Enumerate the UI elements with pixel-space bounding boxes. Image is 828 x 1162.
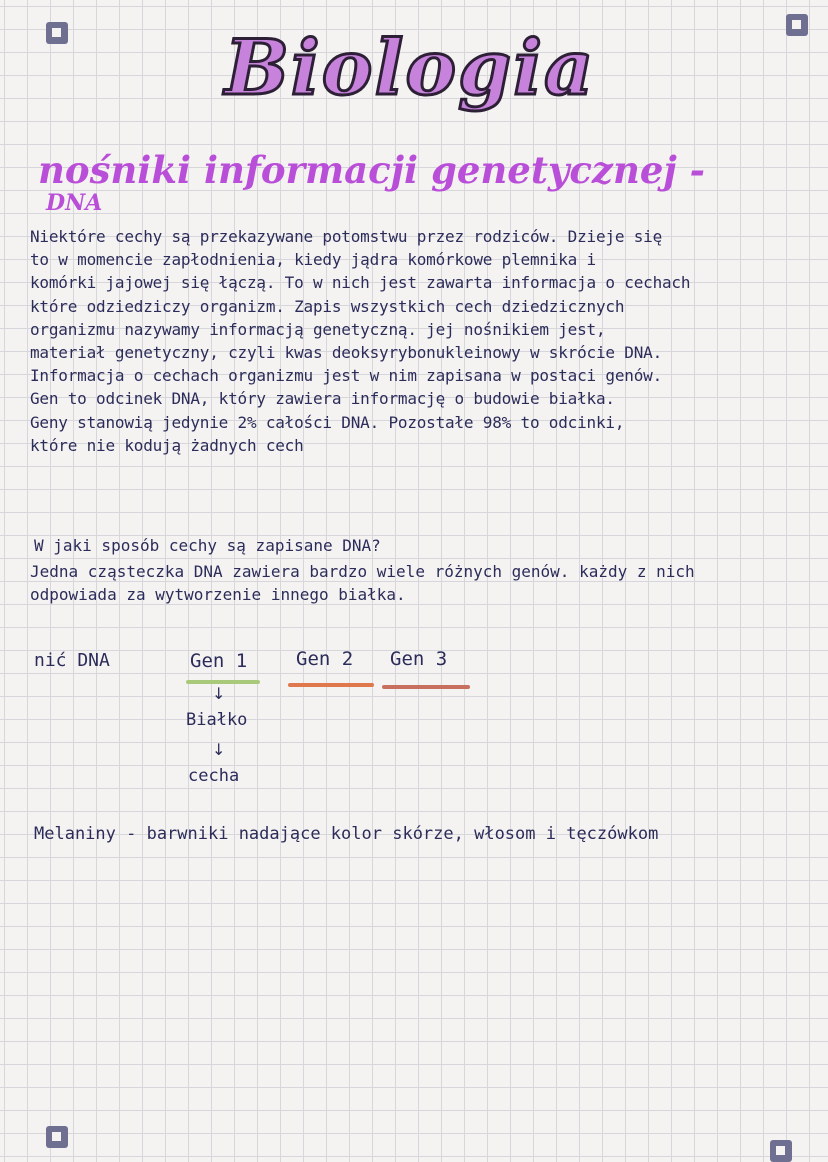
text-line: Jedna cząsteczka DNA zawiera bardzo wiele różnych genów. każdy z nich [30, 562, 695, 581]
text-line: Niektóre cechy są przekazywane potomstwu przez rodziców. Dzieje się [30, 227, 662, 246]
section-heading: nośniki informacji genetycznej - [38, 148, 706, 192]
page-title: Biologia [224, 23, 596, 112]
question-line: W jaki sposób cechy są zapisane DNA? [34, 536, 381, 555]
text-line: Gen to odcinek DNA, który zawiera informację o budowie białka. [30, 389, 615, 409]
text-line: odpowiada za wytworzenie innego białka. [30, 585, 406, 604]
gene-2-label: Gen 2 [296, 648, 354, 670]
text-line: Geny stanowią jedynie 2% całości DNA. Pozostałe 98% to odcinki, [30, 412, 625, 432]
section-heading-continuation: DNA [46, 190, 103, 216]
gene-2-underline [288, 683, 374, 687]
text-line: to w momencie zapłodnienia, kiedy jądra komórkowe plemnika i [30, 250, 596, 270]
text-line: które nie kodują żadnych cech [30, 435, 304, 455]
gene-3-label: Gen 3 [390, 648, 448, 670]
intro-paragraph [30, 225, 824, 457]
trait-label: cecha [188, 766, 240, 786]
melanin-note: Melaniny - barwniki nadające kolor skórze, włosom i tęczówkom [34, 824, 659, 844]
answer-paragraph [30, 560, 824, 606]
corner-mark-icon [786, 14, 808, 36]
down-arrow-icon: ↓ [212, 740, 226, 759]
text-line: które odziedziczy organizm. Zapis wszystkich cech dziedzicznych [30, 296, 625, 316]
text-line: Informacja o cechach organizmu jest w nim zapisana w postaci genów. [30, 366, 662, 386]
gene-3-underline [382, 685, 470, 689]
dna-strand-label: nić DNA [34, 650, 110, 671]
text-line: organizmu nazywamy informacją genetyczną. jej nośnikiem jest, [30, 319, 606, 339]
corner-mark-icon [46, 1126, 68, 1148]
text-line: komórki jajowej się łączą. To w nich jest zawarta informacja o cechach [30, 273, 691, 293]
text-line: materiał genetyczny, czyli kwas deoksyrybonukleinowy w skrócie DNA. [30, 342, 662, 362]
gene-1-label: Gen 1 [190, 650, 248, 672]
corner-mark-icon [46, 22, 68, 44]
protein-label: Białko [186, 710, 248, 730]
down-arrow-icon: ↓ [212, 684, 226, 703]
